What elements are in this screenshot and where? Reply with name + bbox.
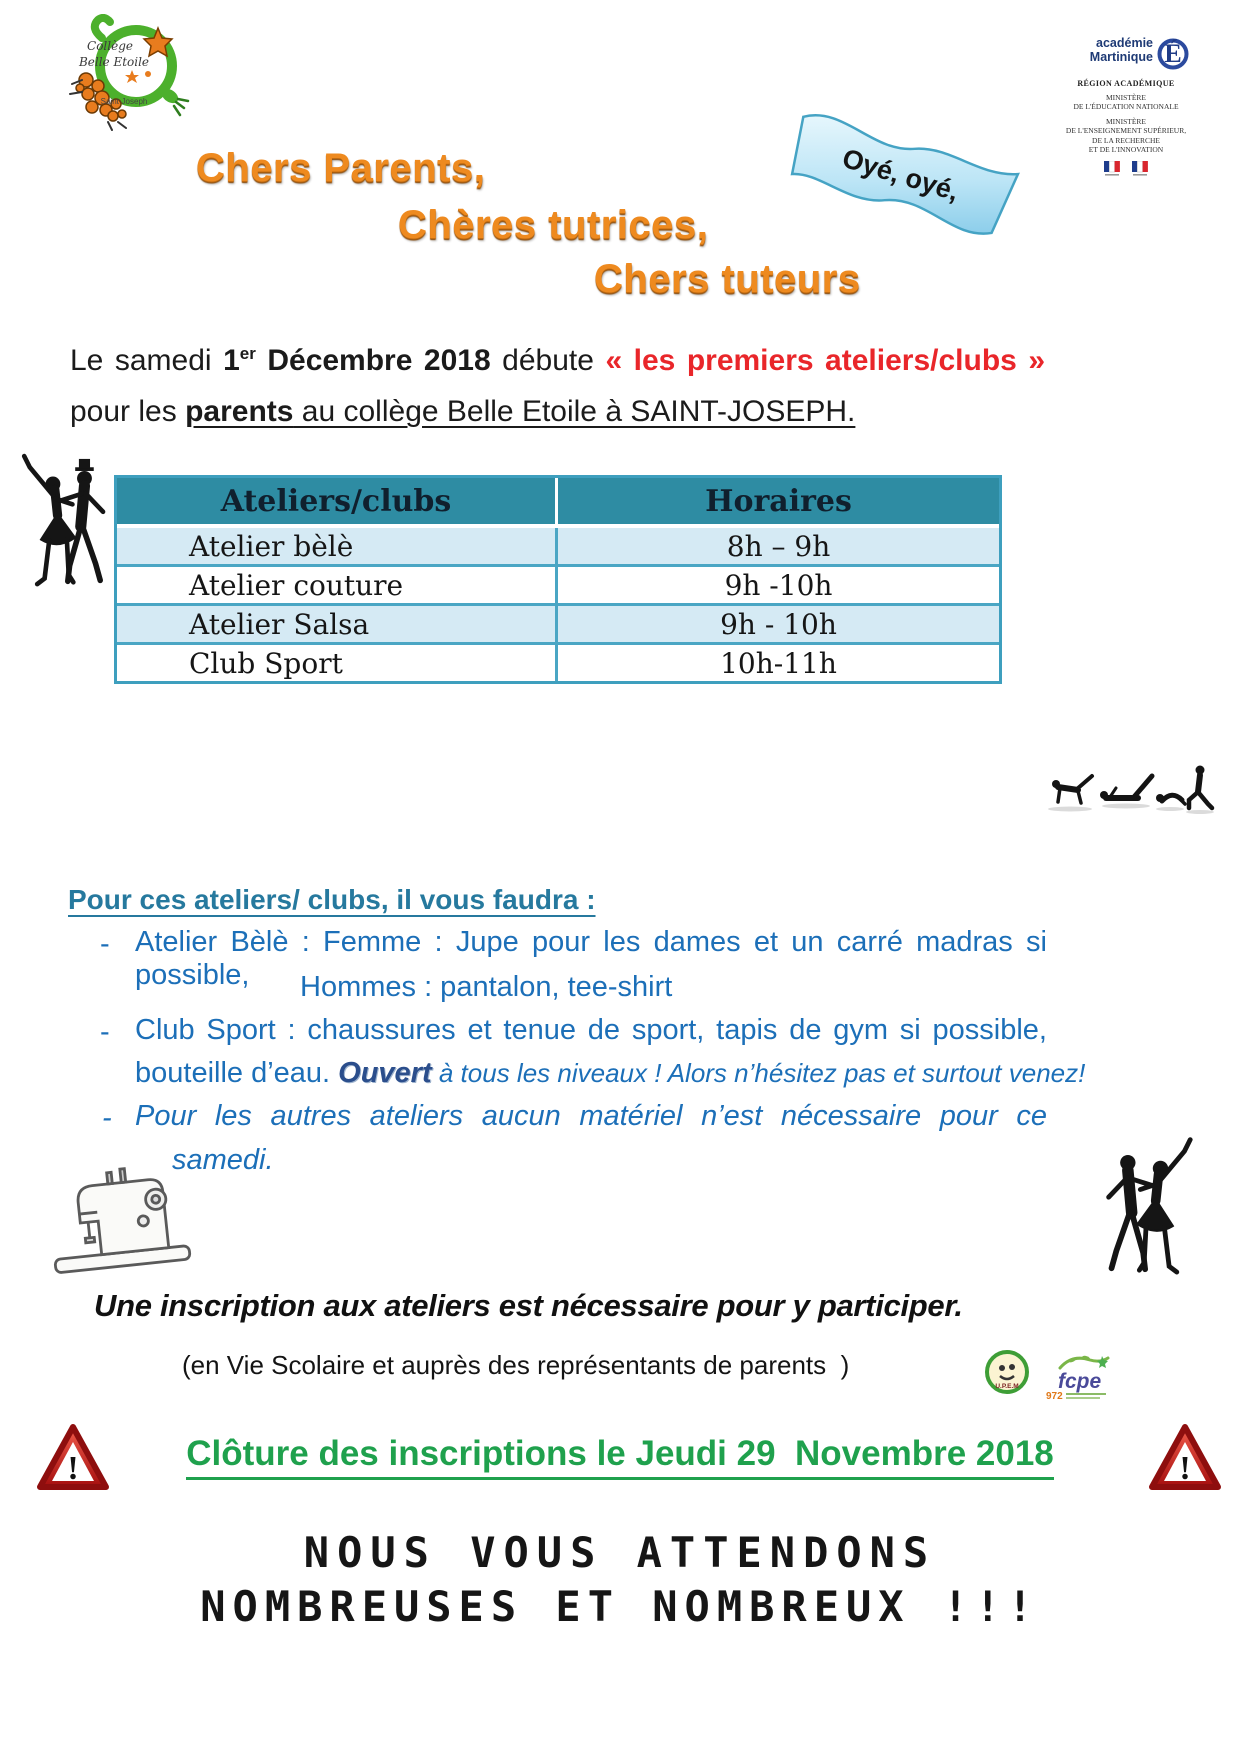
horaire-cell: 10h-11h (558, 642, 999, 681)
bullet-sport-line1: Club Sport : chaussures et tenue de sport, tapis de gym si possible, (135, 1014, 1047, 1046)
highlight-ateliers-clubs: « les premiers ateliers/clubs » (605, 344, 1046, 377)
intro-line1 (70, 344, 1045, 378)
bullet-autres-line1: Pour les autres ateliers aucun matériel n’est nécessaire pour ce (135, 1100, 1047, 1132)
warning-exclamation: ! (67, 1450, 79, 1487)
academie-e-emblem-icon (1156, 30, 1190, 72)
fcpe-972-logo (1042, 1352, 1114, 1404)
deadline-wrap (120, 1434, 1120, 1480)
school-gecko-logo (58, 14, 208, 136)
greeting-parents: Chers Parents, (196, 146, 486, 190)
sport-text-italic: à tous les niveaux ! Alors n’hésitez pas et surtout venez! (431, 1058, 1086, 1088)
intro-date (223, 344, 502, 377)
salsa-dancers-silhouette (14, 444, 116, 612)
bullet-bele-line2: Hommes : pantalon, tee-shirt (300, 971, 673, 1003)
ribbon-icon (770, 96, 1032, 258)
academy-ministry-block (1062, 30, 1190, 178)
table-header-horaires: Horaires (558, 478, 999, 528)
horaire-cell: 9h -10h (558, 564, 999, 603)
atelier-cell: Club Sport (117, 642, 558, 681)
french-flag-icon (1103, 161, 1121, 178)
ministry-line: DE L'ÉDUCATION NATIONALE (1073, 102, 1179, 112)
footer-line1: NOUS VOUS ATTENDONS (303, 1528, 937, 1577)
oye-ribbon-banner (770, 96, 1032, 258)
sport-text: bouteille d’eau. (135, 1057, 339, 1089)
warning-triangle-icon (1146, 1420, 1224, 1498)
deadline-text: Clôture des inscriptions le Jeudi 29 Novembre 2018 (186, 1434, 1054, 1480)
underlined-text (185, 395, 855, 428)
parents-bold: parents (185, 395, 294, 428)
atelier-cell: Atelier couture (117, 564, 558, 603)
gym-exercise-silhouettes (1048, 754, 1218, 818)
inscription-statement: Une inscription aux ateliers est nécessaire pour y participer. (94, 1288, 963, 1323)
svg-text:É: É (1164, 39, 1182, 68)
warning-icon (34, 1420, 112, 1498)
logo-text-belle-etoile: Belle Etoile (78, 55, 150, 69)
ateliers-table (114, 475, 1002, 684)
greeting-tutrices: Chères tutrices, (398, 203, 709, 247)
bullet-bele-line1: Atelier Bèlè : Femme : Jupe pour les dames et un carré madras si possible, (135, 926, 1047, 991)
footer-message (0, 1528, 1240, 1631)
academy-name-line1: académie (1096, 36, 1153, 51)
upem-round-logo (980, 1346, 1034, 1404)
sewing-machine-icon (40, 1149, 198, 1282)
ministry-line: DE L'ENSEIGNEMENT SUPÉRIEUR, (1065, 126, 1187, 136)
ministry-line: DE LA RECHERCHE (1092, 135, 1160, 145)
intro-text: pour les (70, 395, 186, 428)
ministry-line: ET DE L'INNOVATION (1088, 144, 1164, 154)
logo-text-city: Saint-Joseph (100, 97, 148, 106)
ouvert-emphasis: Ouvert (338, 1057, 432, 1089)
table-row (117, 642, 999, 681)
atelier-cell: Atelier Salsa (117, 603, 558, 642)
dancers-icon (14, 444, 116, 612)
ministry-education (1062, 93, 1190, 112)
table-row (117, 603, 999, 642)
greeting-tuteurs: Chers tuteurs (594, 257, 861, 301)
logo-text-college: Collège (87, 39, 133, 53)
intro-paragraph (70, 344, 1045, 429)
atelier-cell: Atelier bèlè (117, 528, 558, 564)
banner-text: Oyé, oyé, (838, 142, 963, 207)
table-row (117, 528, 999, 564)
date-rest: Décembre 2018 (255, 344, 503, 377)
region-academique-label: RÉGION ACADÉMIQUE (1077, 79, 1175, 88)
intro-text: Le samedi (70, 344, 224, 377)
warning-exclamation: ! (1179, 1450, 1191, 1487)
bullet-dash: - (102, 1102, 112, 1134)
fcpe-number: 972 (1046, 1391, 1063, 1402)
ministry-line: MINISTÈRE (1106, 93, 1146, 102)
fcpe-label: fcpe (1058, 1370, 1102, 1393)
intro-line2 (70, 395, 1045, 429)
horaire-cell: 9h - 10h (558, 603, 999, 642)
upem-label: U.P.E.M (995, 1383, 1019, 1390)
ministry-research (1062, 117, 1190, 155)
bullet-dash: - (100, 928, 110, 960)
sewing-machine-sketch (40, 1149, 198, 1282)
academy-name (1090, 37, 1153, 65)
footer-line2: NOMBREUSES ET NOMBREUX !!! (200, 1582, 1040, 1631)
school-location: au collège Belle Etoile à SAINT-JOSEPH. (293, 395, 856, 428)
inscription-location: (en Vie Scolaire et auprès des représentants de parents ) (182, 1350, 850, 1380)
french-flag-icons (1062, 161, 1190, 178)
academy-name-row (1062, 30, 1190, 72)
academy-name-line2: Martinique (1089, 50, 1153, 64)
table-header-row (117, 478, 999, 528)
date-superscript: er (239, 344, 256, 363)
bullet-dash: - (100, 1016, 110, 1048)
warning-triangle-icon (34, 1420, 112, 1498)
warning-icon (1146, 1420, 1224, 1498)
french-flag-icon (1131, 161, 1149, 178)
ministry-line: MINISTÈRE (1106, 116, 1146, 126)
gym-icon (1048, 754, 1218, 818)
dancers-icon (1062, 1130, 1234, 1298)
bullet-sport-line2 (135, 1057, 1085, 1090)
upem-logo-icon (980, 1346, 1034, 1404)
table-row (117, 564, 999, 603)
table-header-ateliers: Ateliers/clubs (117, 478, 558, 528)
bullet-autres-line2: samedi. (172, 1144, 274, 1176)
horaire-cell: 8h – 9h (558, 528, 999, 564)
fcpe-logo-icon (1042, 1352, 1114, 1404)
date-number: 1 (223, 344, 240, 377)
salsa-dancers-silhouette (1062, 1130, 1234, 1298)
intro-text: débute (502, 344, 606, 377)
requirements-heading: Pour ces ateliers/ clubs, il vous faudra : (68, 884, 596, 915)
gecko-icon (58, 14, 208, 136)
